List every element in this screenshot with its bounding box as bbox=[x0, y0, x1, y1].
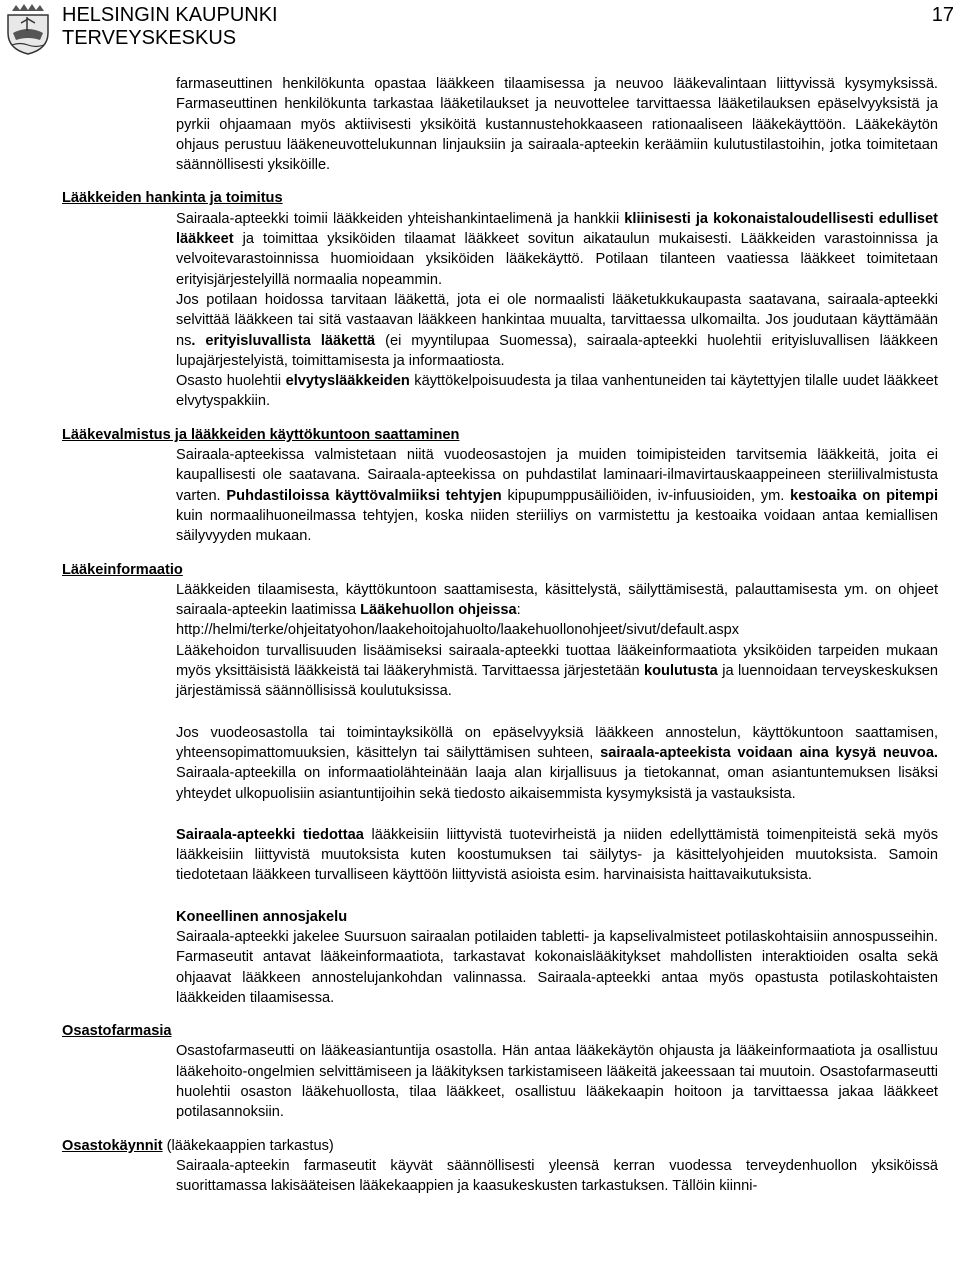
informaatio-text-a2: : bbox=[516, 602, 521, 619]
informaatio-bold-d1: koulutusta bbox=[644, 663, 718, 680]
informaatio-text-e1: Jos vuodeosastolla tai toimintayksiköllä on epäselvyyksiä lääkkeen annostelun, käyttökuntoon saattamisen, yhteensopimattomuuksien, käsittelyn tai säilyttämisen suhteen, bbox=[176, 724, 938, 761]
hankinta-bold-b1: kliinisesti ja kokonaistaloudellisesti edulliset lääkkeet bbox=[176, 210, 938, 248]
intro-text-1: farmaseuttinen henkilökunta opastaa lääkkeen tilaamisessa ja neuvoo lääkevalintaan liittyvissä kysymyksissä. Farmaseuttinen henkilökunta tarkastaa lääketilaukset ja neuvottelee tarvittaessa lääketilauksen epäselvyyksistä ja pyrkii ohjaamaan myös aktiivisesti yksiköitä kustannustehokkaaseen rationaaliseen lääkekäyttöön. bbox=[176, 76, 938, 133]
page-header bbox=[0, 0, 960, 60]
hankinta-paragraph-2 bbox=[176, 290, 938, 371]
osastokaynnit-heading-title: Osastokäynnit bbox=[62, 1137, 163, 1154]
section-heading-osastokaynnit bbox=[62, 1136, 960, 1156]
informaatio-text-g2: lääkkeisiin liittyvistä tuotevirheistä ja niiden edellyttämistä toimenpiteistä sekä myös lääkkeisiin liittyvistä muutoksista kuten koostumuksen tai säilytys- ja käsittelyohjeiden muutoksista. Samoin tiedotetaan lääkkeen turvalliseen käyttöön liittyvistä asioista esim. harvinaisista haittavaikutuksista. bbox=[176, 826, 938, 884]
hankinta-text-a1: Sairaala-apteekki toimii lääkkeiden yhteishankintaelimenä ja hankkii bbox=[176, 210, 625, 227]
annosjakelu-paragraph: Sairaala-apteekki jakelee Suursuon sairaalan potilaiden tabletti- ja kapselivalmisteet potilaskohtaisiin annospusseihin. Farmaseutit antavat lääkeinformaatiota, tarkastavat kokonaislääkitykset mahdollisten interaktioiden osalta sekä ohjaavat lääkkeen annostelujankohdan valinnassa. Sairaala-apteekki antaa myös opastusta potilaskohtaisten lääkkeiden tilaamisessa. bbox=[176, 928, 938, 1006]
hankinta-bold-d1: . erityisluvallista lääkettä bbox=[191, 332, 376, 349]
informaatio-bold-b1: Lääkehuollon ohjeissa bbox=[360, 602, 517, 619]
informaatio-bold-g1: Sairaala-apteekki tiedottaa bbox=[176, 826, 364, 843]
section-heading-valmistus: Lääkevalmistus ja lääkkeiden käyttökuntoon saattaminen bbox=[62, 426, 460, 443]
section-heading-osastofarmasia: Osastofarmasia bbox=[62, 1023, 172, 1040]
informaatio-text-c2: ja luennoidaan terveyskeskuksen järjestämissä säännöllisissä koulutuksissa. bbox=[176, 663, 939, 700]
informaatio-text-c1: Lääkehoidon turvallisuuden lisäämiseksi sairaala-apteekki tuottaa lääkeinformaatiota yksiköiden tarpeiden mukaan myös yksittäisistä lääkkeistä tai lääkeryhmistä. Tarvittaessa järjestetään bbox=[176, 642, 938, 680]
hankinta-text-a2: ja toimittaa yksiköiden tilaamat lääkkeet sovitun aikataulun mukaisesti. Lääkkeiden varastoinnissa ja velvoitevarastoinnissa huomioidaan yksiköiden lääkekäyttö. Potilaan tilanteen vaatiessa lääkkeet toimitetaan erityisjärjestelyillä normaalia nopeammin. bbox=[176, 231, 938, 288]
helsinki-crest-icon bbox=[4, 3, 52, 55]
page-number: 17 bbox=[931, 4, 954, 26]
hankinta-bold-f1: elvytyslääkkeiden bbox=[285, 373, 410, 390]
hankinta-paragraph-1 bbox=[176, 209, 938, 290]
valmistus-bold-b2: kestoaika on pitempi bbox=[790, 487, 938, 504]
osastofarmasia-paragraph: Osastofarmaseutti on lääkeasiantuntija osastolla. Hän antaa lääkekäytön ohjausta ja lääkeinformaatiota ja osallistuu lääkehoito-ongelmien selvittämiseen ja lääkityksen tarkistamiseen lääkeitä jakeessaan tai muutoin. Osastofarmaseutti huolehtii osaston lääkehuollosta, tilaa lääkkeet, osallistuu lääkekaapin hoitoon ja tarvittaessa jakaa lääkkeet potilasannoksiin. bbox=[176, 1043, 938, 1121]
sub-heading-annosjakelu: Koneellinen annosjakelu bbox=[176, 908, 348, 925]
hankinta-text-c1: Jos potilaan hoidossa tarvitaan lääkettä, jota ei ole normaalisti lääketukkukaupasta saatavana, sairaala-apteekki selvittää lääkkeen tai sitä vastaavan lääkkeen hankintaa muualta, tarvittaessa ulkomailta. Jos joudutaan käyttämään ns bbox=[176, 291, 938, 349]
informaatio-text-a1: Lääkkeiden tilaamisesta, käyttökuntoon saattamisesta, käsittelystä, säilyttämisestä, palauttamisesta ym. on ohjeet sairaala-apteekin laatimissa bbox=[176, 581, 938, 619]
informaatio-paragraph-4 bbox=[176, 825, 938, 886]
hankinta-text-c2: (ei myyntilupaa Suomessa), sairaala-apteekki huolehtii erityisluvallisen lääkkeen lupajärjestelyistä, toimittamisesta ja informaatiosta. bbox=[176, 332, 938, 369]
osastokaynnit-paragraph: Sairaala-apteekin farmaseutit käyvät säännöllisesti yleensä kerran vuodessa terveydenhuollon yksiköissä suorittamassa lakisääteisen lääkekaappien ja kaasukeskusten tarkastuksen. Tällöin kiinni- bbox=[176, 1157, 938, 1195]
informaatio-paragraph-2 bbox=[176, 641, 938, 702]
valmistus-text-a1: Sairaala-apteekissa valmistetaan niitä vuodeosastojen ja muiden toimipisteiden tarvitsemia lääkkeitä, joita ei kaupallisesti ole saatavana. Sairaala-apteekissa on puhdastilat laminaari-ilmavirtauskaappeineen steriilivalmistusta varten. bbox=[176, 447, 938, 504]
valmistus-text-a3: kuin normaalihuoneilmassa tehtyjen, koska niiden steriiliys on varmistettu ja kestoaika voidaan antaa kemiallisen säilyvyyden mukaan. bbox=[176, 507, 938, 545]
hankinta-text-e1: Osasto huolehtii bbox=[176, 373, 286, 390]
informaatio-bold-f1: sairaala-apteekista voidaan aina kysyä neuvoa. bbox=[600, 744, 938, 761]
hankinta-paragraph-3 bbox=[176, 371, 938, 412]
section-heading-informaatio: Lääkeinformaatio bbox=[62, 561, 183, 578]
section-heading-hankinta: Lääkkeiden hankinta ja toimitus bbox=[62, 190, 283, 207]
valmistus-bold-b1: Puhdastiloissa käyttövalmiiksi tehtyjen bbox=[226, 487, 502, 504]
valmistus-text-a2: kipupumppusäiliöiden, iv-infuusioiden, ym. bbox=[501, 487, 791, 504]
intro-text-2: Lääkekäytön ohjaus perustuu lääkeneuvottelukunnan linjauksiin ja sairaala-apteekin keräämiin kulutustilastoihin, jotka toimitetaan säännöllisesti yksiköille. bbox=[176, 116, 938, 174]
informaatio-paragraph-3 bbox=[176, 723, 938, 804]
organization-line-1: HELSINGIN KAUPUNKI bbox=[62, 4, 278, 26]
document-body bbox=[0, 74, 960, 1197]
hankinta-text-e2: käyttökelpoisuudesta ja tilaa vanhentuneiden tai käytettyjen tilalle uudet lääkkeet elvytyspakkiin. bbox=[176, 373, 938, 410]
informaatio-url: http://helmi/terke/ohjeitatyohon/laakehoitojahuolto/laakehuollonohjeet/sivut/default.aspx bbox=[176, 622, 740, 639]
organization-line-2: TERVEYSKESKUS bbox=[62, 27, 237, 49]
intro-paragraph bbox=[176, 74, 938, 175]
osastokaynnit-heading-suffix: (lääkekaappien tarkastus) bbox=[162, 1137, 334, 1154]
informaatio-paragraph-1 bbox=[176, 580, 938, 621]
valmistus-paragraph bbox=[176, 445, 938, 546]
informaatio-text-e2: Sairaala-apteekilla on informaatiolähteinään laaja alan kirjallisuus ja tietokannat, oman asiantuntemuksen lisäksi yhteydet ulkopuolisiin asiantuntijoihin sekä tiedosto aikaisemmista kysymyksistä ja vastauksista. bbox=[176, 765, 938, 802]
organization-name bbox=[62, 4, 278, 50]
